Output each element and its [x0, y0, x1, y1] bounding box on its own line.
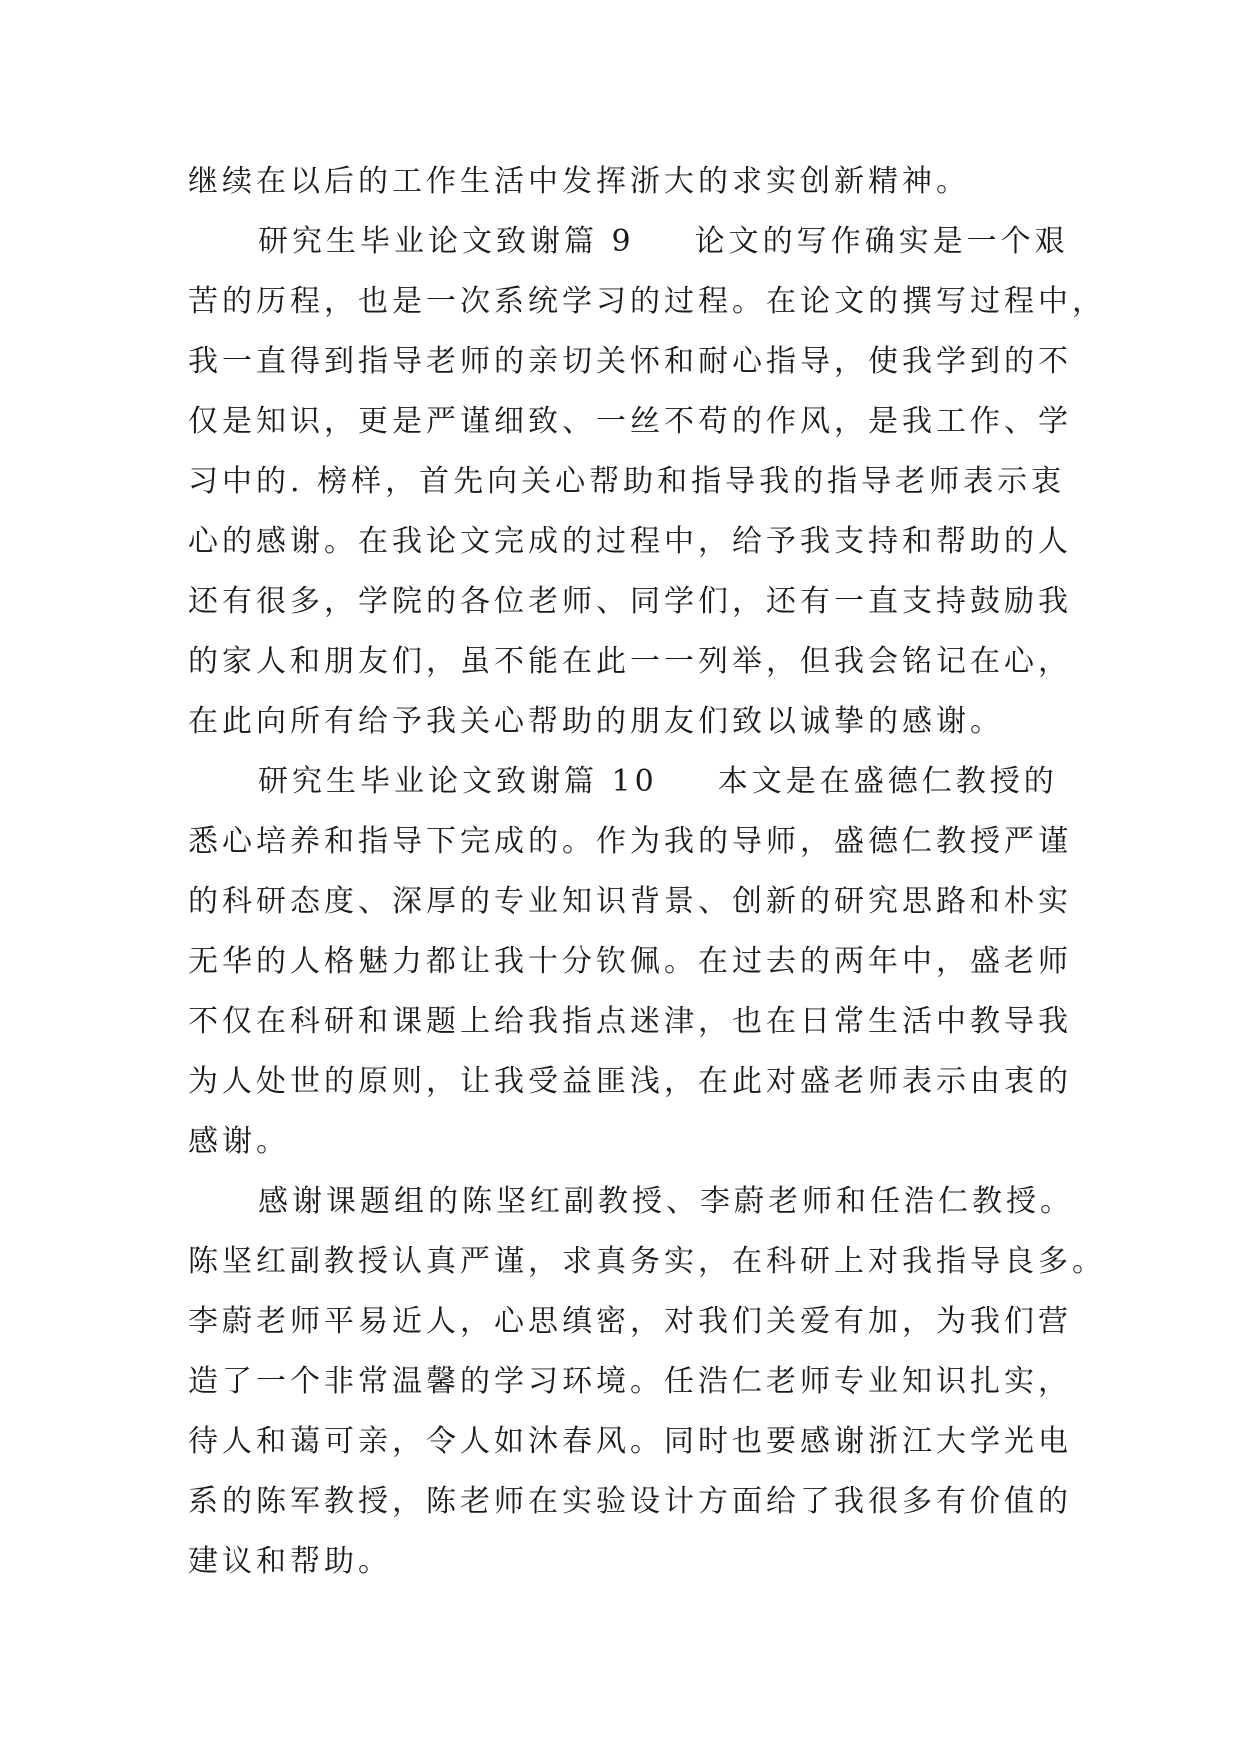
section-heading: 研究生毕业论文致谢篇 9 — [258, 224, 635, 259]
text-line: 的科研态度、深厚的专业知识背景、创新的研究思路和朴实 — [188, 884, 1072, 919]
text-line: 习中的. 榜样，首先向关心帮助和指导我的指导老师表示衷 — [188, 464, 1066, 499]
text-line: 在此向所有给予我关心帮助的朋友们致以诚挚的感谢。 — [188, 704, 1004, 739]
text-line: 待人和蔼可亲，令人如沐春风。同时也要感谢浙江大学光电 — [188, 1424, 1072, 1459]
text-line: 感谢课题组的陈坚红副教授、李蔚老师和任浩仁教授。 — [258, 1184, 1074, 1219]
text-segment: 论文的写作确实是一个艰 — [694, 224, 1069, 259]
document-body — [188, 152, 1106, 1592]
text-line: 无华的人格魅力都让我十分钦佩。在过去的两年中，盛老师 — [188, 944, 1072, 979]
text-line: 不仅在科研和课题上给我指点迷津，也在日常生活中教导我 — [188, 1004, 1072, 1039]
section-heading-line — [188, 212, 1069, 272]
section-heading-line — [188, 752, 1058, 812]
text-line: 心的感谢。在我论文完成的过程中，给予我支持和帮助的人 — [188, 524, 1072, 559]
text-line: 我一直得到指导老师的亲切关怀和耐心指导，使我学到的不 — [188, 344, 1072, 379]
text-line: 感谢。 — [188, 1124, 290, 1159]
text-line: 为人处世的原则，让我受益匪浅，在此对盛老师表示由衷的 — [188, 1064, 1072, 1099]
text-segment: 本文是在盛德仁教授的 — [717, 764, 1058, 799]
text-line: 造了一个非常温馨的学习环境。任浩仁老师专业知识扎实， — [188, 1364, 1072, 1399]
text-line: 仅是知识，更是严谨细致、一丝不苟的作风，是我工作、学 — [188, 404, 1072, 439]
text-line: 悉心培养和指导下完成的。作为我的导师，盛德仁教授严谨 — [188, 824, 1072, 859]
text-line: 陈坚红副教授认真严谨，求真务实，在科研上对我指导良多。 — [188, 1244, 1106, 1279]
text-line: 的家人和朋友们，虽不能在此一一列举，但我会铭记在心， — [188, 644, 1072, 679]
text-line: 建议和帮助。 — [188, 1544, 392, 1579]
text-line: 苦的历程，也是一次系统学习的过程。在论文的撰写过程中， — [188, 284, 1106, 319]
text-line: 继续在以后的工作生活中发挥浙大的求实创新精神。 — [188, 164, 970, 199]
text-line: 系的陈军教授，陈老师在实验设计方面给了我很多有价值的 — [188, 1484, 1072, 1519]
text-line: 李蔚老师平易近人，心思缜密，对我们关爱有加，为我们营 — [188, 1304, 1072, 1339]
text-line: 还有很多，学院的各位老师、同学们，还有一直支持鼓励我 — [188, 584, 1072, 619]
section-heading: 研究生毕业论文致谢篇 10 — [258, 764, 658, 799]
